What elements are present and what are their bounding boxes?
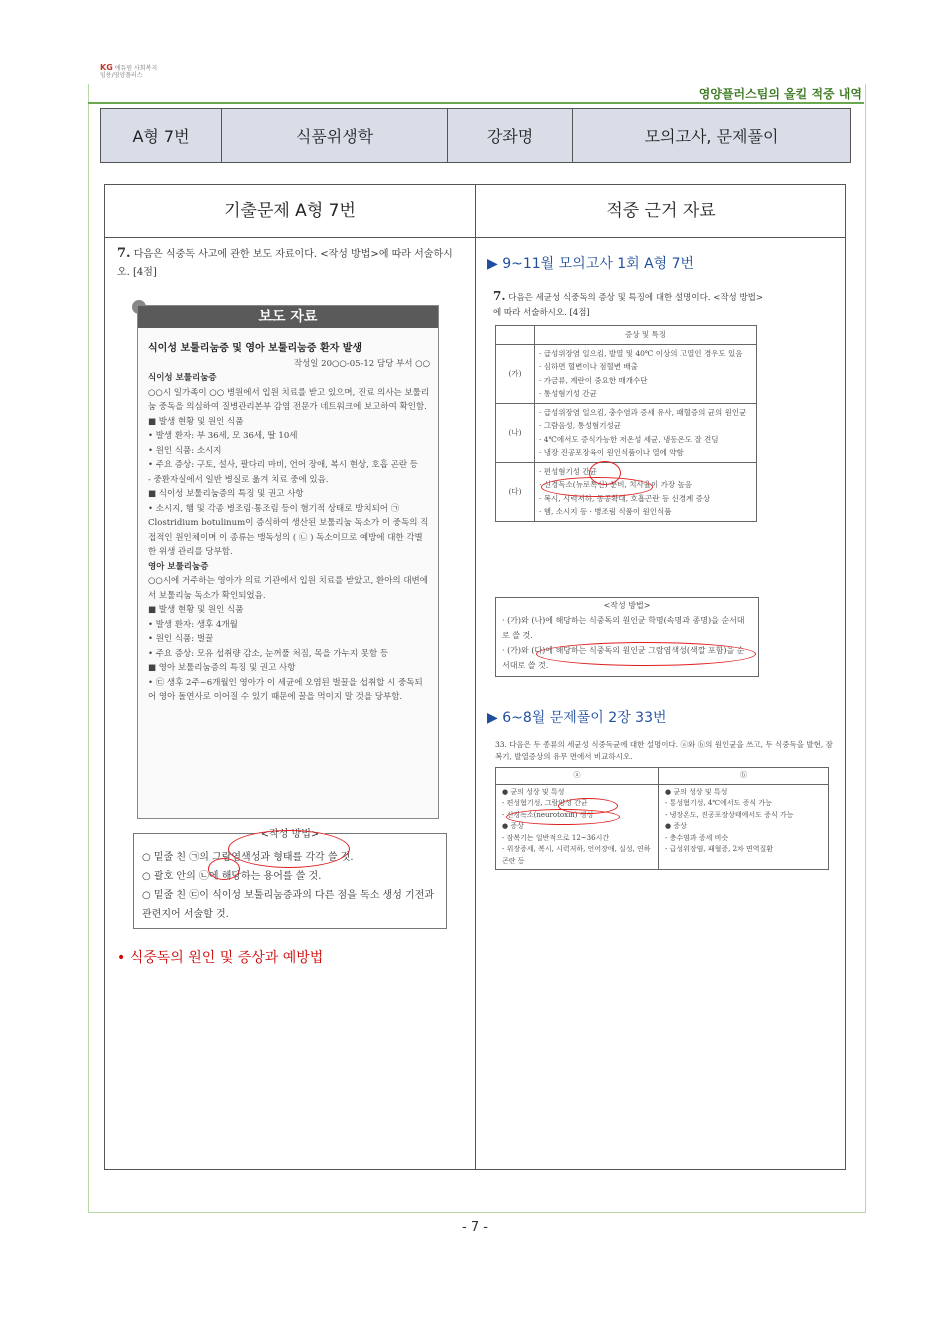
row-line: · 통성혐기성 간균: [539, 389, 597, 398]
logo-line2: 임용/영양플러스: [100, 72, 143, 79]
exam-method-box: [133, 829, 447, 929]
row-line: · 편성혐기성 간균: [539, 466, 597, 476]
cell-line: - 편성혐기성, 그람양성 간균: [502, 799, 588, 807]
press-release-line: ■ 영아 보툴리눔증의 특징 및 권고 사항: [148, 663, 296, 673]
press-release-line: ○○시 일가족이 ○○ 병원에서 입원 치료를 받고 있으며, 진료 의사는 보툴리눔 중독을 의심하여 질병관리본부 감염 전문가 네트워크에 보고하여 확인함.: [148, 387, 430, 412]
subject: 식품위생학: [222, 109, 448, 163]
course-label: 강좌명: [448, 109, 573, 163]
exam-question-text: 다음은 식중독 사고에 관한 보도 자료이다. <작성 방법>에 따라 서술하시오. [4점]: [117, 249, 453, 278]
row-line: · 신경독소(뉴로톡신) 분비, 치사율이 가장 높음: [539, 480, 692, 489]
press-release-line: ■ 식이성 보툴리눔증의 특징 및 권고 사항: [148, 489, 304, 499]
press-release-line: ○○시에 거주하는 영아가 의료 기관에서 입원 치료를 받았고, 환아의 대변에서 보툴리눔 독소가 확인되었음.: [148, 576, 428, 601]
highlight-circle: [506, 809, 620, 825]
row-label: (가): [496, 344, 535, 403]
comparison-table: [104, 184, 846, 1170]
header-rule: [88, 102, 864, 104]
left-column-header: 기출문제 A형 7번: [224, 201, 356, 221]
press-release-body: [148, 342, 430, 705]
question-33-table: [495, 767, 829, 870]
evidence-heading-problem-solving: ▶ 6~8월 문제풀이 2장 33번: [487, 710, 667, 726]
highlight-circle: [536, 642, 756, 666]
evidence-method-box: [495, 597, 759, 677]
exam-method-line: ○ 밑줄 친 ㉠의 그람염색성과 형태를 각각 쓸 것.: [142, 852, 354, 863]
column-divider: [475, 185, 476, 1169]
press-release-line: • 원인 식품: 소시지: [148, 445, 222, 456]
course-name: 모의고사, 문제풀이: [573, 109, 851, 163]
press-release-line: • 발생 환자: 부 36세, 모 36세, 딸 10세: [148, 431, 298, 441]
column-a-header: ⓐ: [496, 768, 659, 785]
press-release-title: 보도 자료: [138, 306, 438, 328]
evidence-question-number: 7.: [493, 289, 506, 303]
press-release-line: • ㉢ 생후 2주~6개월인 영아가 이 세균에 오염된 벌꿀을 섭취할 시 중독되어 영아 돌연사로 이어질 수 있기 때문에 꿀을 먹이지 말 것을 당부함.: [148, 677, 423, 702]
press-release-line: 식이성 보툴리눔증 및 영아 보툴리눔증 환자 발생: [148, 343, 363, 354]
row-line: · 급성위장염 일으킴, 충수염과 증세 유사, 패혈증의 균의 원인균: [539, 407, 747, 417]
info-table: [100, 108, 851, 163]
evidence-question: [493, 289, 763, 321]
row-line: · 가금류, 계란이 중요한 매개수단: [539, 375, 648, 385]
exam-question-number: 7.: [117, 246, 131, 261]
press-release-line: • 소시지, 햄 및 각종 병조림·통조림 등이 혐기적 상태로 방치되어 ㉠ Clostridium botulinum이 증식하여 생산된 보툴리눔 독소가 이 중독의 직접적인 원인체이며 이 종류는 맹독성의 ( ㉡ ) 독소이므로 예방에 대한 각별한 위생 관리를 당부함.: [148, 503, 429, 557]
cell-line: ● 균의 성상 및 특성: [665, 787, 728, 796]
press-release-box: [137, 305, 439, 819]
characteristics-caption: 증상 및 특징: [535, 326, 757, 345]
evidence-question-33: 33. 다음은 두 종류의 세균성 식중독균에 대한 설명이다. ⓐ와 ⓑ의 원인균을 쓰고, 두 식중독을 발현, 잠복기, 발열증상의 유무 면에서 비교하시오.: [495, 740, 833, 761]
row-label: (다): [496, 462, 535, 521]
cell-line: - 냉장온도, 진공포장상태에서도 증식 가능: [665, 810, 794, 819]
highlight-circle: [541, 477, 653, 497]
exam-method-line: ○ 밑줄 친 ㉢이 식이성 보툴리눔증과의 다른 점을 독소 생성 기전과 관련지어 서술할 것.: [142, 890, 435, 920]
cell-line: - 급성위장염, 패혈증, 2차 면역질환: [665, 845, 774, 853]
press-release-line: ■ 발생 현황 및 원인 식품: [148, 416, 244, 427]
topic-note: • 식중독의 원인 및 증상과 예방법: [117, 950, 324, 966]
exam-question: [117, 245, 457, 282]
document-title: 영양플러스팀의 올킬 적중 내역: [698, 87, 862, 101]
row-line: · 복시, 시력저하, 동공확대, 호흡곤란 등 신경계 증상: [539, 493, 711, 503]
highlight-circle: [208, 858, 240, 880]
row-line: · 햄, 소시지 등 · 병조림 식품이 원인식품: [539, 507, 672, 516]
press-release-line: • 발생 환자: 생후 4개월: [148, 619, 238, 630]
row-line: · 급성위장염 일으킴, 발열 및 40℃ 이상의 고열인 경우도 있음: [539, 348, 743, 358]
row-label: (나): [496, 403, 535, 462]
evidence-method-line: · (가)와 (나)에 해당하는 식중독의 원인균 학명(속명과 종명)을 순서대로 쓸 것.: [502, 616, 745, 640]
cell-line: ● 증상: [665, 822, 687, 830]
evidence-method-line: · (가)와 (다)에 해당하는 식중독의 원인균 그람염색성(색깔 포함)을 순서대로 쓸 것.: [502, 646, 745, 670]
evidence-heading-mock-exam: ▶ 9~11월 모의고사 1회 A형 7번: [487, 256, 695, 272]
press-release-line: - 중환자실에서 일반 병실로 옮겨 치료 중에 있음.: [148, 474, 329, 485]
exam-method-title: <작성 방법>: [255, 829, 326, 840]
press-release-line: 식이성 보툴리눔증: [148, 373, 217, 383]
press-release-line: 작성일 20○○-05-12 담당 부서 ○○: [293, 358, 430, 369]
press-release-line: • 원인 식품: 벌꿀: [148, 634, 214, 644]
column-b-header: ⓑ: [659, 768, 829, 785]
row-line: · 그람음성, 통성혐기성균: [539, 421, 621, 430]
press-release-line: • 주요 증상: 구토, 설사, 팔다리 마비, 언어 장애, 복시 현상, 호흡 곤란 등: [148, 460, 419, 470]
page-number: - 7 -: [462, 1220, 488, 1235]
press-release-line: ■ 발생 현황 및 원인 식품: [148, 605, 244, 615]
cell-line: ● 증상: [502, 822, 524, 830]
highlight-circle: [228, 830, 350, 868]
press-release-line: • 주요 증상: 모유 섭취량 감소, 눈꺼풀 처짐, 목을 가누지 못함 등: [148, 648, 389, 659]
cell-line: - 통성혐기성, 4℃에서도 증식 가능: [665, 799, 772, 807]
cell-line: - 잠복기는 일반적으로 12~36시간: [502, 833, 610, 842]
row-line: · 냉장 진공포장육이 원인식품이나 열에 약함: [539, 448, 684, 457]
evidence-question-text: 다음은 세균성 식중독의 증상 및 특징에 대한 설명이다. <작성 방법>에 따라 서술하시오. [4점]: [493, 293, 763, 318]
press-release-line: 영아 보툴리눔증: [148, 561, 209, 572]
cell-line: - 위장증세, 복시, 시력저하, 언어장애, 실성, 연하곤란 등: [502, 845, 651, 865]
row-line: · 심하면 혈변이나 점혈변 배출: [539, 362, 638, 371]
right-column-header: 적중 근거 자료: [606, 201, 716, 221]
characteristics-table: [495, 325, 757, 522]
row-line: · 4℃에서도 증식가능한 저온성 세균, 냉동온도 잘 견딤: [539, 434, 719, 444]
logo: [100, 64, 157, 79]
cell-line: - 신경독소(neurotoxin) 생성: [502, 810, 594, 819]
cell-line: - 충수염과 증세 비슷: [665, 833, 729, 842]
logo-brand: KG: [100, 63, 113, 72]
header-divider: [105, 237, 845, 238]
logo-line1: 에듀원 사회복지: [114, 65, 158, 72]
evidence-method-title: <작성 방법>: [603, 601, 651, 610]
question-id: A형 7번: [101, 109, 222, 163]
cell-line: ● 균의 성상 및 특성: [502, 787, 565, 796]
exam-method-line: ○ 괄호 안의 ㉡에 해당하는 용어를 쓸 것.: [142, 871, 322, 882]
